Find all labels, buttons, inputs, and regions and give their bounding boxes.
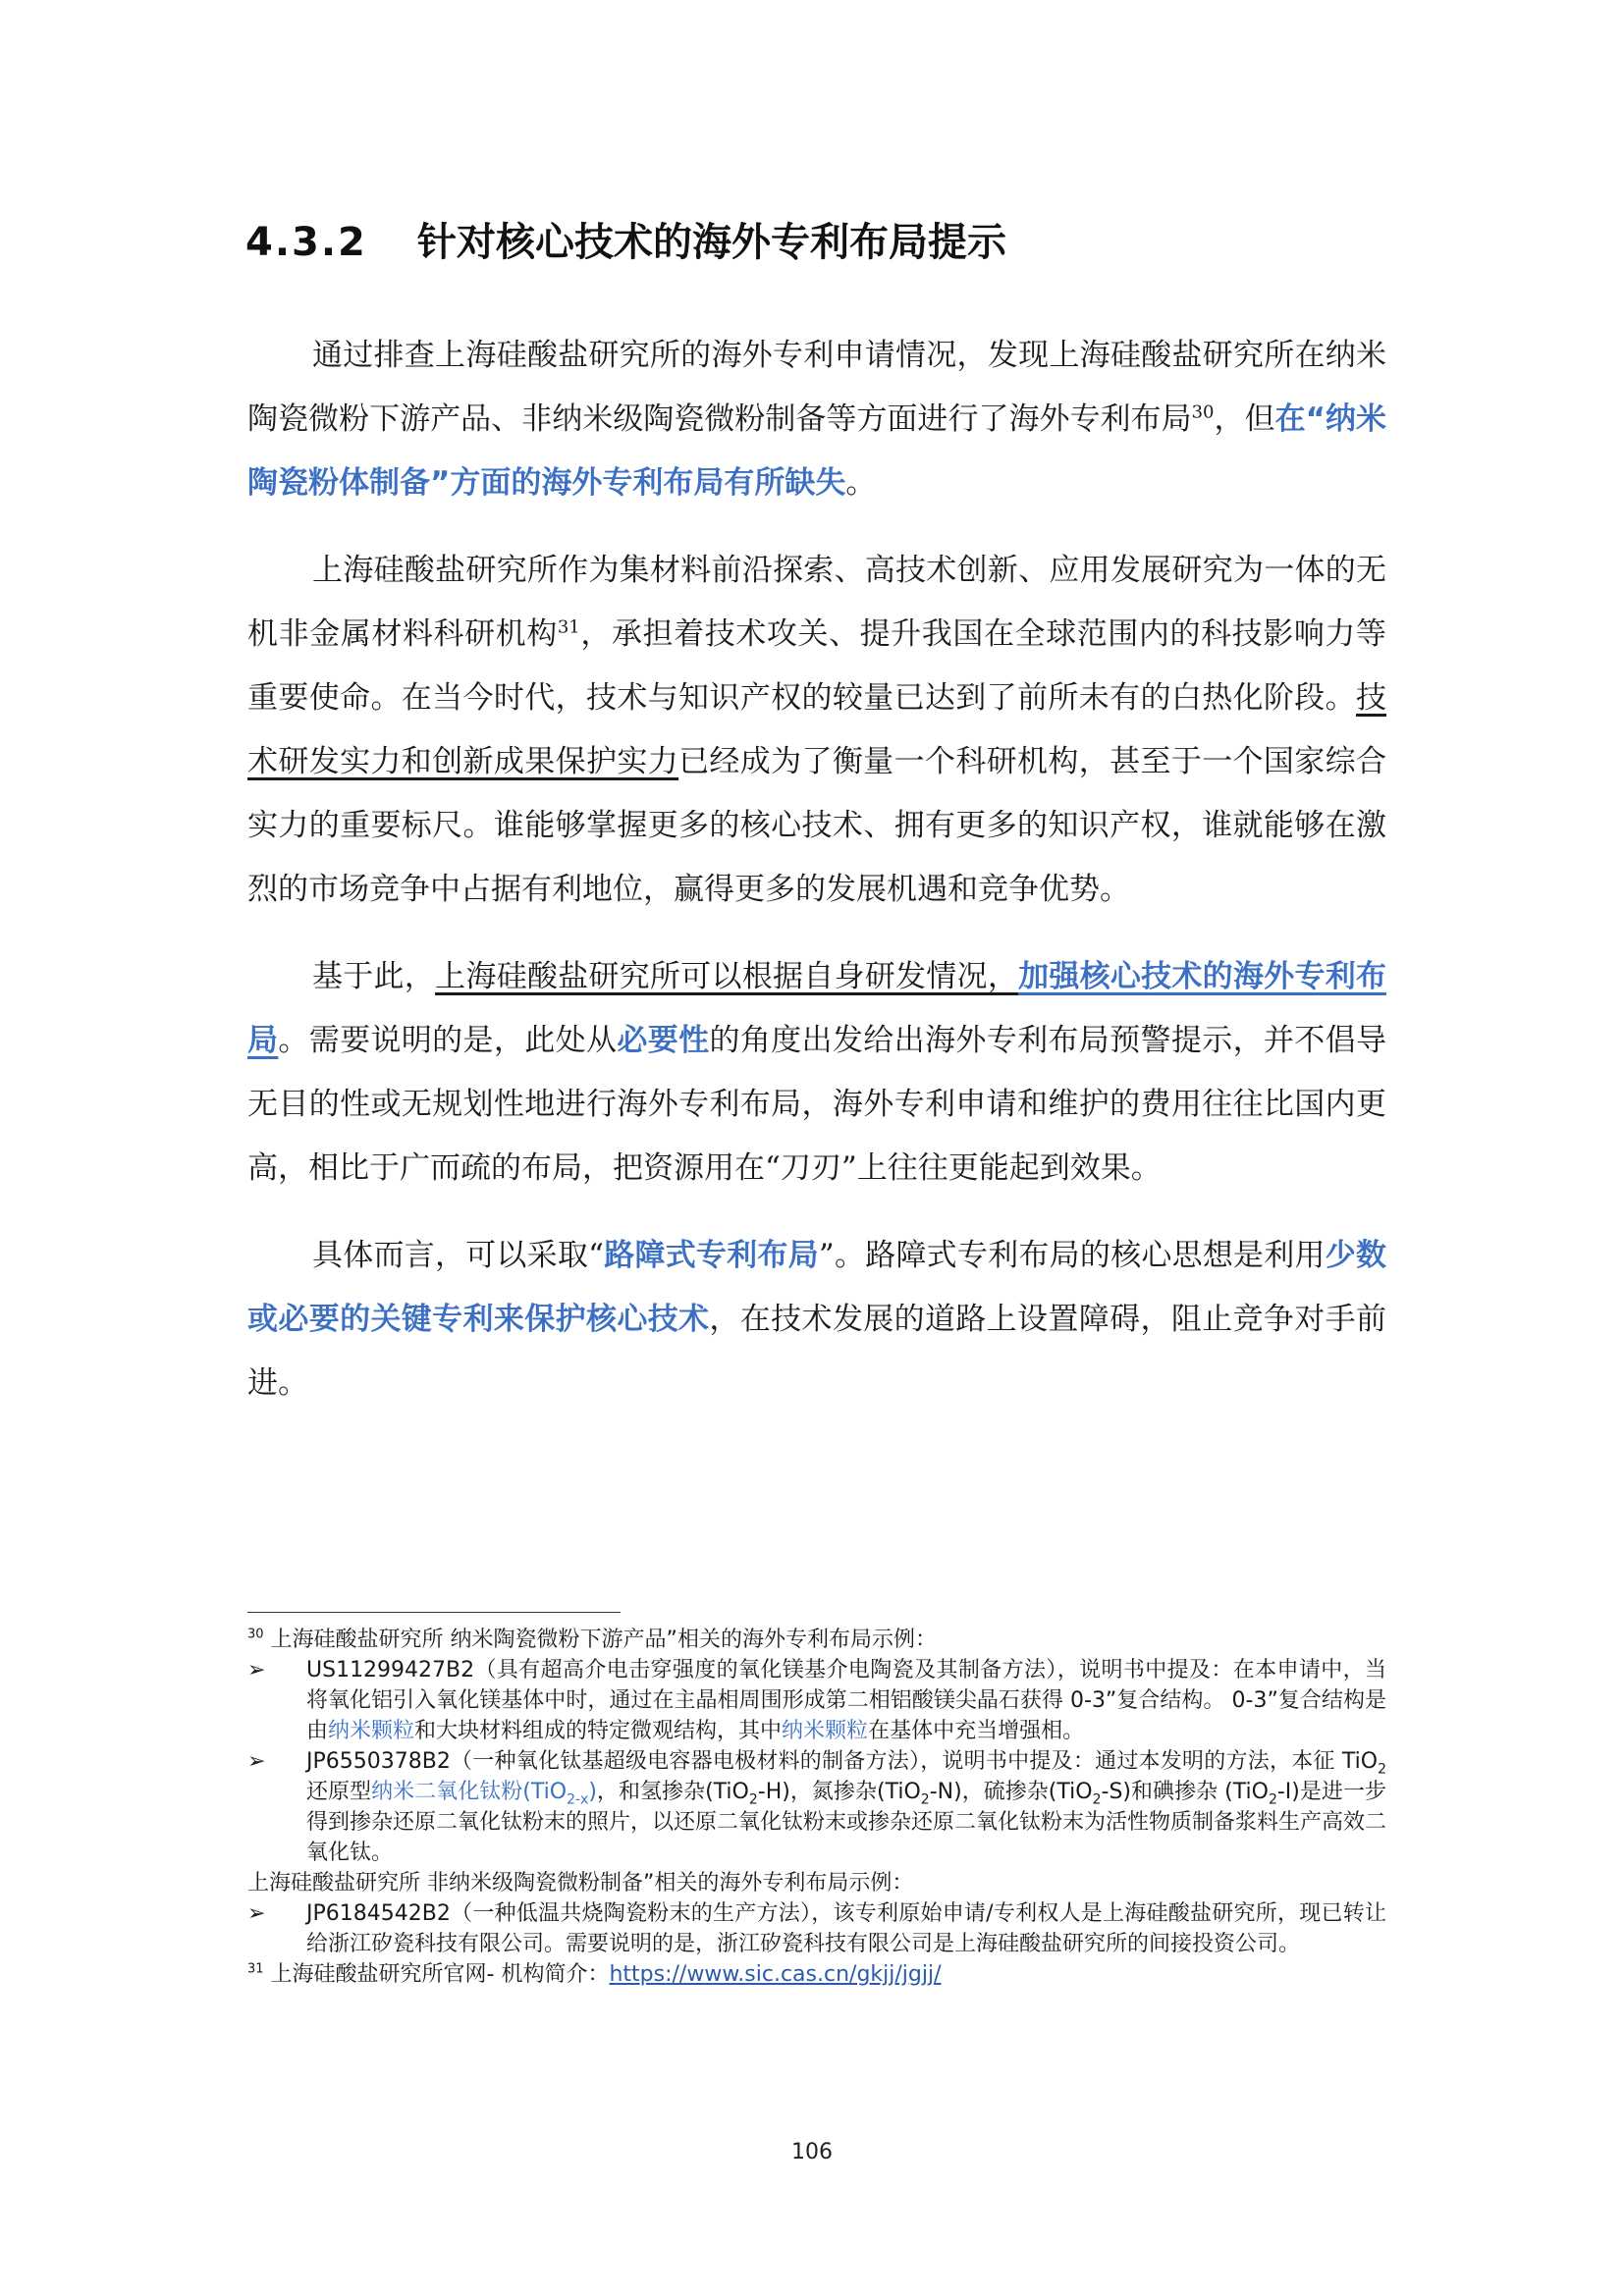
footnote-mark: 31 [247,1961,264,1977]
footnote-mark: 30 [247,1627,264,1642]
arrow-bullet-icon: ➢ [247,1901,266,1926]
footnotes [247,1625,1386,1990]
text-run: -I)是进一步得到掺杂还原二氧化钛粉末的照片，以还原二氧化钛粉末或掺杂还原二氧化钛粉末为活性物质制备浆料生产高效二氧化钛。 [306,1780,1387,1865]
text-run: ，和氢掺杂(TiO [596,1780,749,1804]
underlined-text: 技术研发实力和创新成果保护实力 [247,680,1386,779]
text-run: 的角度出发给出海外专利布局预警提示，并不倡导无目的性或无规划性地进行海外专利布局，海外专利申请和维护的费用往往比国内更高，相比于广而疏的布局，把资源用在“刀刃”上往往更能起到效果。 [247,1023,1387,1186]
text-run: 还原型 [306,1780,372,1804]
text-run: -N)，硫掺杂(TiO [929,1780,1093,1804]
footnote-31 [247,1959,1386,1990]
text-run: 。 [845,465,877,501]
text-run: 上海硅酸盐研究所作为集材料前沿探索、高技术创新、应用发展研究为一体的无机非金属材料科研机构 [247,553,1386,652]
subscript: 2 [1268,1791,1277,1808]
footnote-item-text: JP6184542B2（一种低温共烧陶瓷粉末的生产方法），该专利原始申请/专利权人是上海硅酸盐研究所，现已转让给浙江矽瓷科技有限公司。需要说明的是，浙江矽瓷科技有限公司是上海硅酸盐研究所的间接投资公司。 [306,1901,1386,1956]
text-run: 基于此， [312,959,436,994]
subscript: 2 [1378,1761,1386,1778]
footnote-30 [247,1625,1386,1655]
footnote-list-item [247,1655,1386,1746]
paragraph-3 [247,945,1386,1201]
highlight-text: 纳米颗粒 [782,1719,869,1743]
text-run: ，在技术发展的道路上设置障碍，阻止竞争对手前进。 [247,1302,1387,1401]
text-run: 纳米二氧化钛粉(TiO [371,1780,568,1804]
text-run: JP6550378B2（一种氧化钛基超级电容器电极材料的制备方法），说明书中提及：通过本发明的方法，本征 TiO [306,1749,1379,1774]
subscript: 2-x [567,1791,589,1808]
arrow-bullet-icon: ➢ [247,1658,266,1682]
footnote-list-item [247,1898,1386,1959]
body-text [247,324,1386,1439]
text-run: ”。路障式专利布局的核心思想是利用 [818,1238,1326,1273]
text-run: 和大块材料组成的特定微观结构，其中 [414,1719,783,1743]
footnote-ref-31[interactable]: 31 [557,616,580,638]
highlight-text: 加强核心技术的海外专利布局 [247,959,1387,1058]
text-run: 已经成为了衡量一个科研机构，甚至于一个国家综合实力的重要标尺。谁能够掌握更多的核心技术、拥有更多的知识产权，谁就能够在激烈的市场竞争中占据有利地位，赢得更多的发展机遇和竞争优势。 [247,744,1387,907]
highlight-text: 少数或必要的关键专利来保护核心技术 [247,1238,1387,1337]
highlight-text [371,1780,597,1808]
highlight-text: 路障式专利布局 [603,1238,819,1273]
source-link[interactable]: https://www.sic.cas.cn/gkjj/jgjj/ [609,1962,942,1987]
highlight-text: 在“纳米陶瓷粉体制备”方面的海外专利布局有所缺失 [247,401,1387,501]
text-run: -H)，氮掺杂(TiO [757,1780,921,1804]
footnote-item-text [306,1746,1386,1868]
text-run: 。需要说明的是，此处从 [278,1023,618,1058]
footnote-ref-30[interactable]: 30 [1191,401,1215,423]
highlight-text: 必要性 [617,1023,710,1058]
paragraph-4 [247,1224,1386,1415]
footnote-text: 上海硅酸盐研究所官网- 机构简介： [270,1962,610,1987]
arrow-bullet-icon: ➢ [247,1749,266,1774]
text-run: ，承担着技术攻关、提升我国在全球范围内的科技影响力等重要使命。在当今时代，技术与知识产权的较量已达到了前所未有的白热化阶段。 [247,616,1386,716]
text-run: 在基体中充当增强相。 [868,1719,1085,1743]
text-run: ，但 [1214,401,1275,437]
section-heading [245,211,1006,267]
subscript: 2 [1092,1791,1102,1808]
paragraph-2 [247,539,1386,922]
footnote-divider [247,1612,621,1613]
footnote-intro-2: 上海硅酸盐研究所 非纳米级陶瓷微粉制备”相关的海外专利布局示例： [247,1871,914,1896]
footnote-list-item [247,1746,1386,1868]
section-title: 针对核心技术的海外专利布局提示 [417,220,1006,265]
paragraph-1 [247,324,1386,515]
text-run: ) [588,1780,597,1804]
text-run: US11299427B2（具有超高介电击穿强度的氧化镁基介电陶瓷及其制备方法），说明书中提及：在本申请中，当将氧化铝引入氧化镁基体中时，通过在主晶相周围形成第二相铝酸镁尖晶石获得 0-3”复合结构。 0-3”复合结构是由 [306,1658,1386,1743]
section-number: 4.3.2 [245,220,367,265]
text-run: 通过排查上海硅酸盐研究所的海外专利申请情况，发现上海硅酸盐研究所在纳米陶瓷微粉下游产品、非纳米级陶瓷微粉制备等方面进行了海外专利布局 [247,338,1386,437]
footnote-item-text [306,1655,1386,1746]
text-run: -S)和碘掺杂 (TiO [1101,1780,1269,1804]
text-run: 具体而言，可以采取“ [312,1238,604,1273]
highlight-text: 纳米颗粒 [328,1719,415,1743]
subscript: 2 [748,1791,758,1808]
subscript: 2 [920,1791,930,1808]
page-number: 106 [791,2140,833,2164]
footnote-intro: 上海硅酸盐研究所 纳米陶瓷微粉下游产品”相关的海外专利布局示例： [270,1628,937,1652]
underlined-text: 上海硅酸盐研究所可以根据自身研发情况， [435,959,1019,994]
